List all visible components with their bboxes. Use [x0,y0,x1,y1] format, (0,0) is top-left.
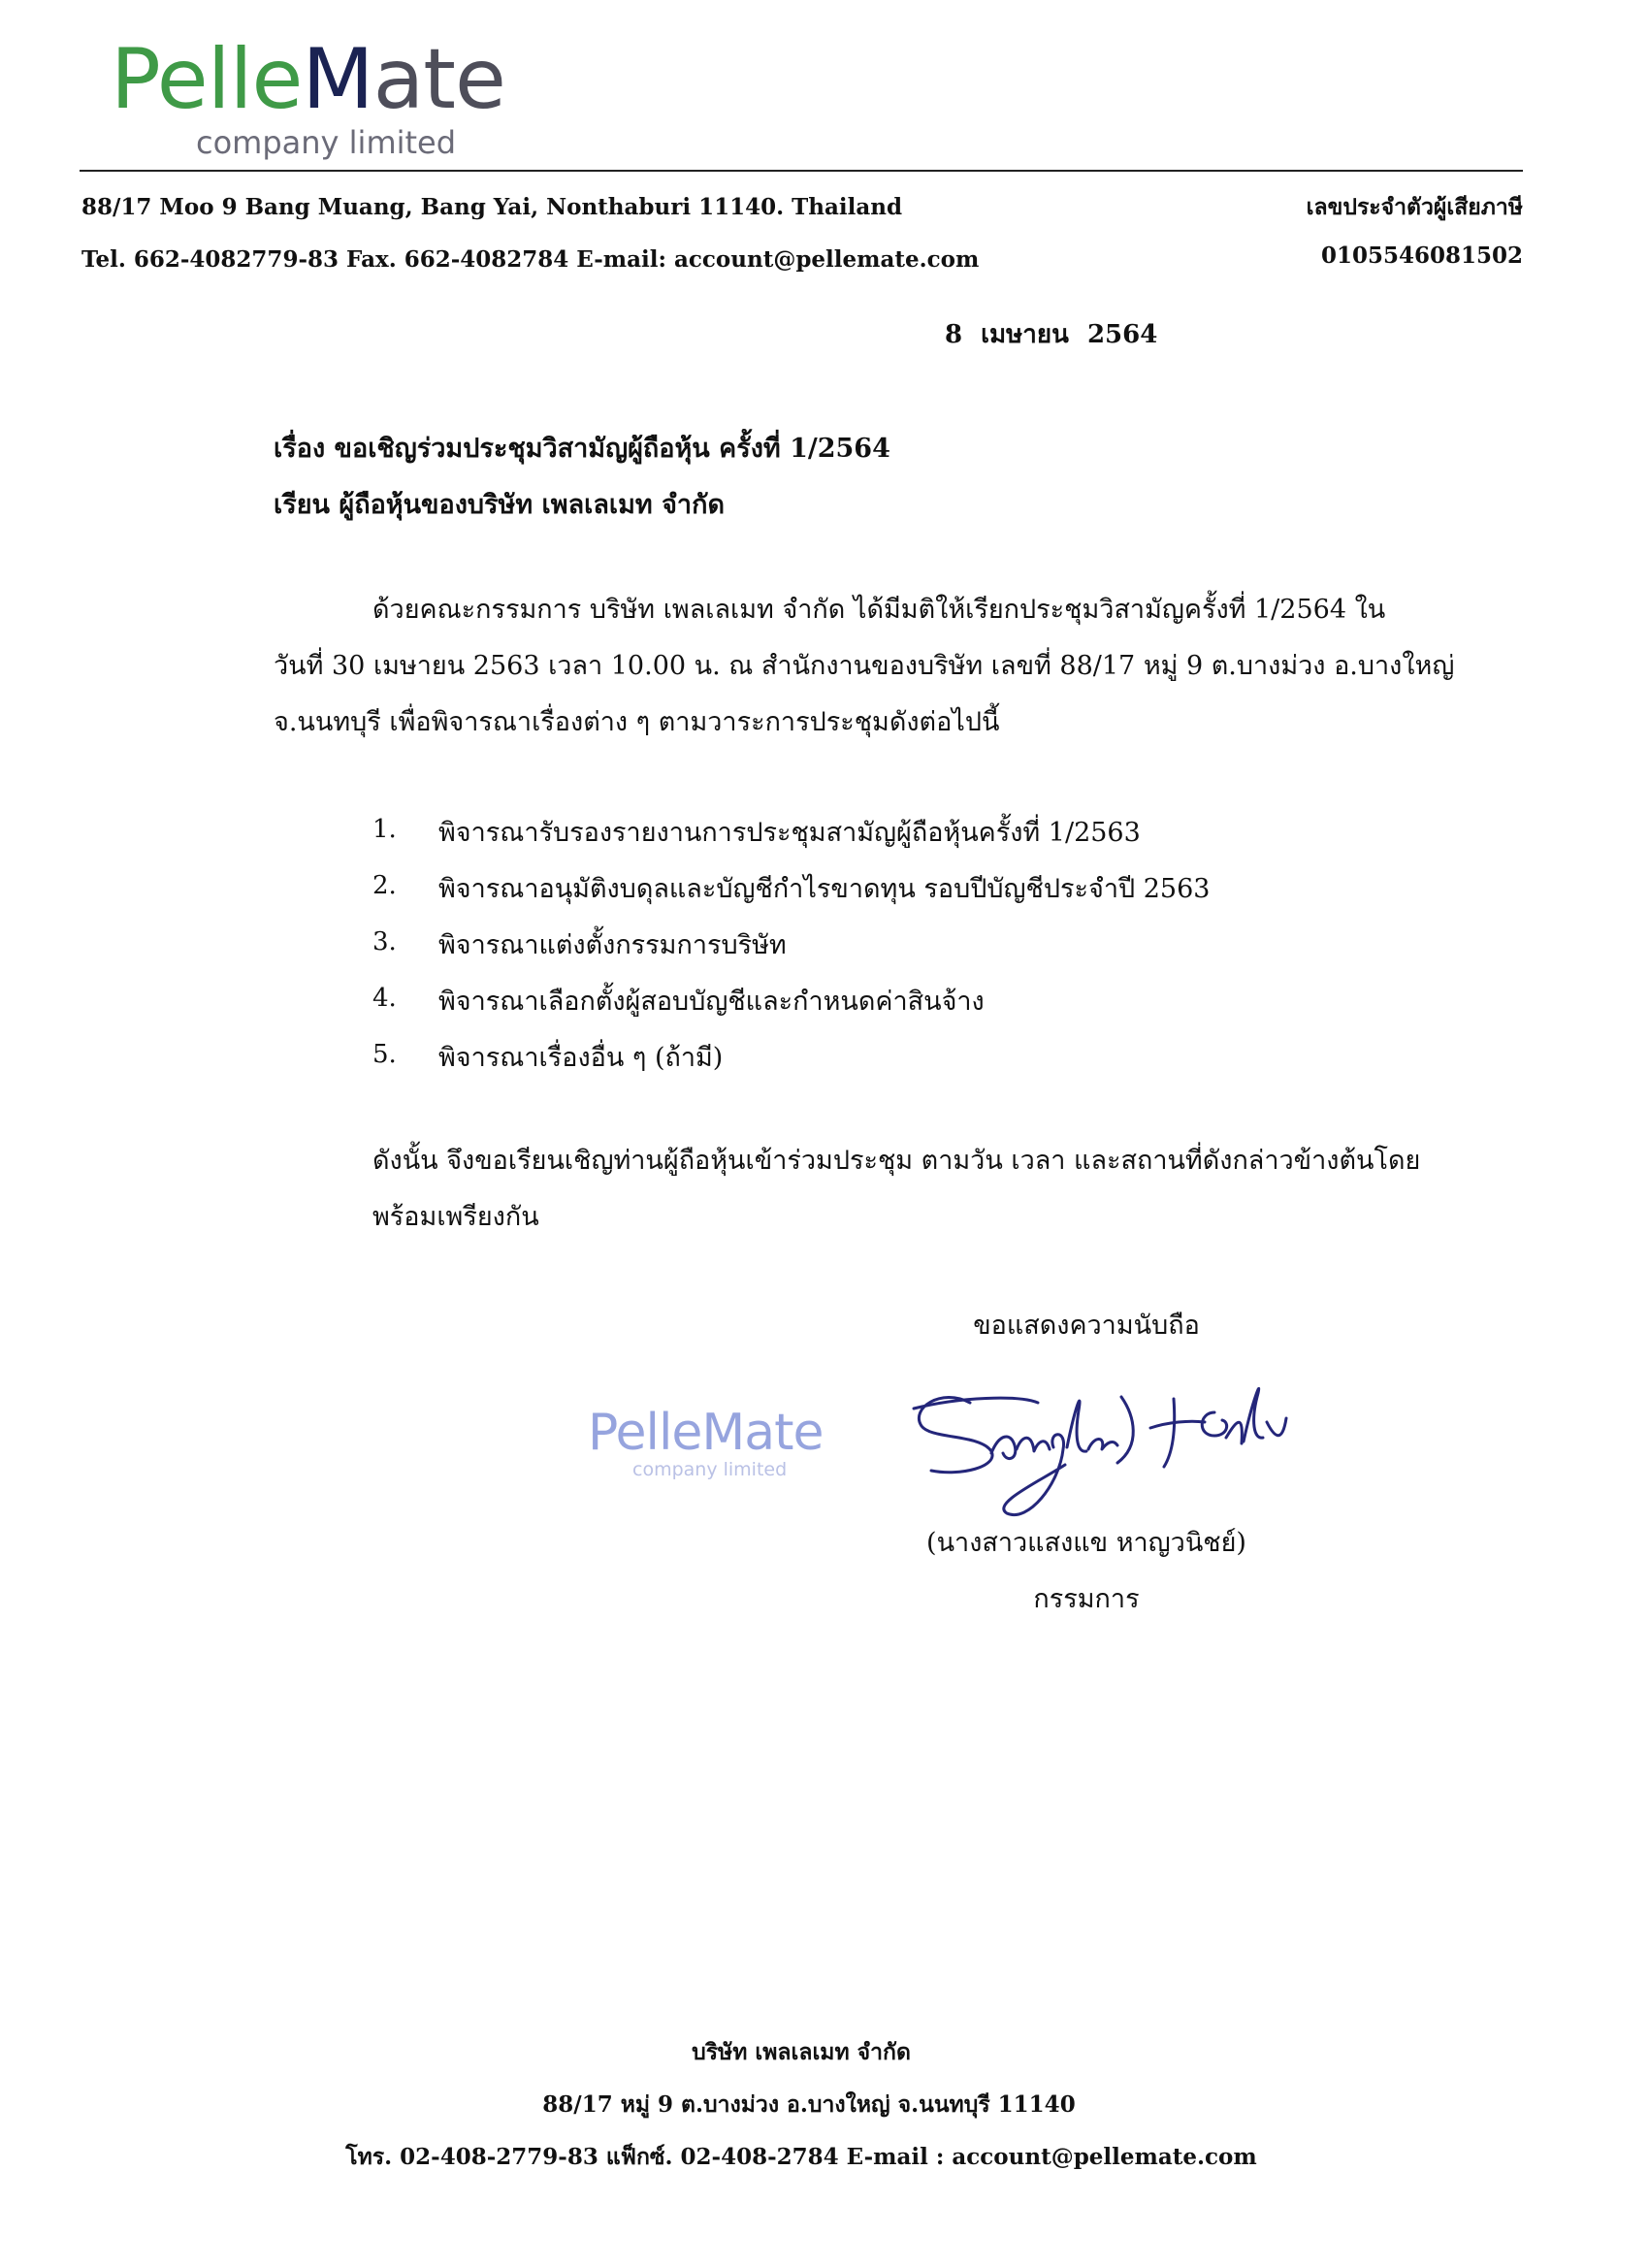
closing-line: พร้อมเพรียงกัน [372,1202,539,1232]
agenda-number: 5. [372,1040,397,1069]
header-divider [80,170,1523,172]
stamp-subtitle: company limited [632,1459,788,1480]
agenda-number: 1. [372,815,397,844]
logo-subtitle: company limited [196,124,457,161]
logo-text-ate: ate [372,31,505,128]
company-logo [111,31,505,161]
letter-date: 8 เมษายน 2564 [945,320,1158,349]
logo-text-m: M [302,31,373,128]
tax-id-label: เลขประจำตัวผู้เสียภาษี [1306,194,1523,220]
body-line: ด้วยคณะกรรมการ บริษัท เพลเลเมท จำกัด ได้มีมติให้เรียกประชุมวิสามัญครั้งที่ 1/2564 ใน [372,595,1386,625]
footer-address: 88/17 หมู่ 9 ต.บางม่วง อ.บางใหญ่ จ.นนทบุรี 11140 [542,2091,1076,2118]
signer-name: (นางสาวแสงแข หาญวนิชย์) [926,1528,1246,1558]
agenda-item: พิจารณาแต่งตั้งกรรมการบริษัท [438,930,787,960]
signer-title: กรรมการ [1033,1584,1140,1614]
logo-wordmark [111,33,505,126]
body-line: จ.นนทบุรี เพื่อพิจารณาเรื่องต่าง ๆ ตามวาระการประชุมดังต่อไปนี้ [274,707,1000,737]
closing-line: ดังนั้น จึงขอเรียนเชิญท่านผู้ถือหุ้นเข้าร่วมประชุม ตามวัน เวลา และสถานที่ดังกล่าวข้างต้นโดย [372,1146,1421,1176]
agenda-item: พิจารณารับรองรายงานการประชุมสามัญผู้ถือหุ้นครั้งที่ 1/2563 [438,818,1141,848]
agenda-number: 3. [372,927,397,956]
footer-company: บริษัท เพลเลเมท จำกัด [692,2039,911,2065]
handwritten-signature [902,1358,1319,1533]
letter-recipient: เรียน ผู้ถือหุ้นของบริษัท เพลเลเมท จำกัด [274,490,725,520]
agenda-item: พิจารณาเรื่องอื่น ๆ (ถ้ามี) [438,1043,724,1073]
tax-id-value: 0105546081502 [1320,243,1523,269]
agenda-number: 4. [372,984,397,1013]
regards-text: ขอแสดงความนับถือ [973,1311,1200,1341]
body-line: วันที่ 30 เมษายน 2563 เวลา 10.00 น. ณ สำนักงานของบริษัท เลขที่ 88/17 หมู่ 9 ต.บางม่วง อ.บางใหญ่ [274,651,1455,681]
company-stamp [588,1404,824,1480]
agenda-number: 2. [372,871,397,900]
agenda-item: พิจารณาเลือกตั้งผู้สอบบัญชีและกำหนดค่าสินจ้าง [438,987,985,1017]
company-contact-en: Tel. 662-4082779-83 Fax. 662-4082784 E-mail: account@pellemate.com [81,246,980,273]
logo-text-pelle: Pelle [111,31,303,128]
letter-subject: เรื่อง ขอเชิญร่วมประชุมวิสามัญผู้ถือหุ้น ครั้งที่ 1/2564 [274,434,890,464]
agenda-item: พิจารณาอนุมัติงบดุลและบัญชีกำไรขาดทุน รอบปีบัญชีประจำปี 2563 [438,874,1211,904]
stamp-wordmark: PelleMate [588,1404,824,1462]
footer-contact: โทร. 02-408-2779-83 แฟ็กซ์. 02-408-2784 E-mail : account@pellemate.com [345,2144,1257,2170]
company-address-en: 88/17 Moo 9 Bang Muang, Bang Yai, Nonthaburi 11140. Thailand [81,194,903,220]
